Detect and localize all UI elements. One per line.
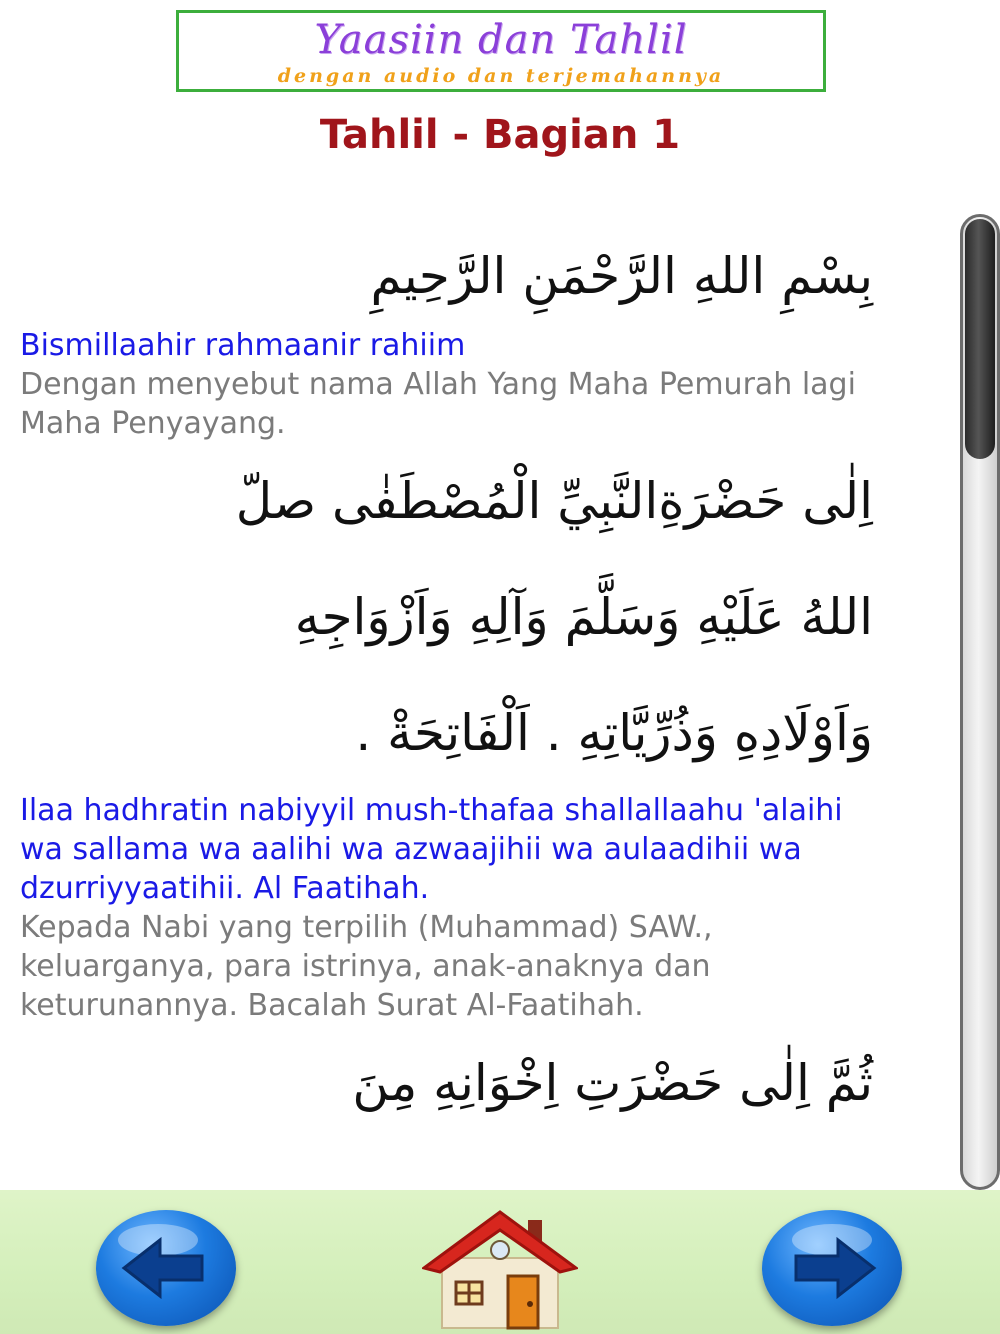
arrow-left-icon <box>96 1210 236 1326</box>
latin-transliteration: Ilaa hadhratin nabiyyil mush-thafaa shallallaahu 'alaihi wa sallama wa aalihi wa azwaajihii wa aulaadihii wa dzurriyyaatihii. Al Faatihah. <box>20 793 843 906</box>
arabic-text: ثُمَّ اِلٰى حَضْرَتِ اِخْوَانِهِ مِنَ <box>352 1054 873 1112</box>
content-scroll-area[interactable] <box>0 200 958 1190</box>
banner-title: Yaasiin dan Tahlil <box>314 17 688 63</box>
next-button[interactable] <box>762 1210 902 1326</box>
scrollbar-track[interactable] <box>960 214 1000 1190</box>
arabic-text: بِسْمِ اللهِ الرَّحْمَنِ الرَّحِيمِ <box>370 247 873 305</box>
home-icon <box>422 1206 578 1330</box>
scrollbar-thumb[interactable] <box>965 219 995 459</box>
banner-subtitle: dengan audio dan terjemahannya <box>277 65 725 87</box>
previous-button[interactable] <box>96 1210 236 1326</box>
arrow-right-icon <box>762 1210 902 1326</box>
home-button[interactable] <box>422 1206 578 1330</box>
latin-transliteration: Bismillaahir rahmaanir rahiim <box>20 328 466 363</box>
translation-text: Dengan menyebut nama Allah Yang Maha Pemurah lagi Maha Penyayang. <box>20 367 856 441</box>
page-title: Tahlil - Bagian 1 <box>319 112 681 158</box>
bottom-nav-bar <box>0 1190 1000 1334</box>
arabic-text: اِلٰى حَضْرَةِالنَّبِيِّ الْمُصْطَفٰى صلّ <box>235 472 873 530</box>
app-banner <box>176 10 826 92</box>
arabic-text: وَاَوْلَادِهِ وَذُرِّيَّاتِهِ . اَلْفَاتِحَةْ . <box>355 704 873 762</box>
arabic-text: اللهُ عَلَيْهِ وَسَلَّمَ وَآلِهِ وَاَزْوَاجِهِ <box>294 588 873 646</box>
translation-text: Kepada Nabi yang terpilih (Muhammad) SAW., keluarganya, para istrinya, anak-anaknya dan keturunannya. Bacalah Surat Al-Faatihah. <box>20 910 713 1023</box>
